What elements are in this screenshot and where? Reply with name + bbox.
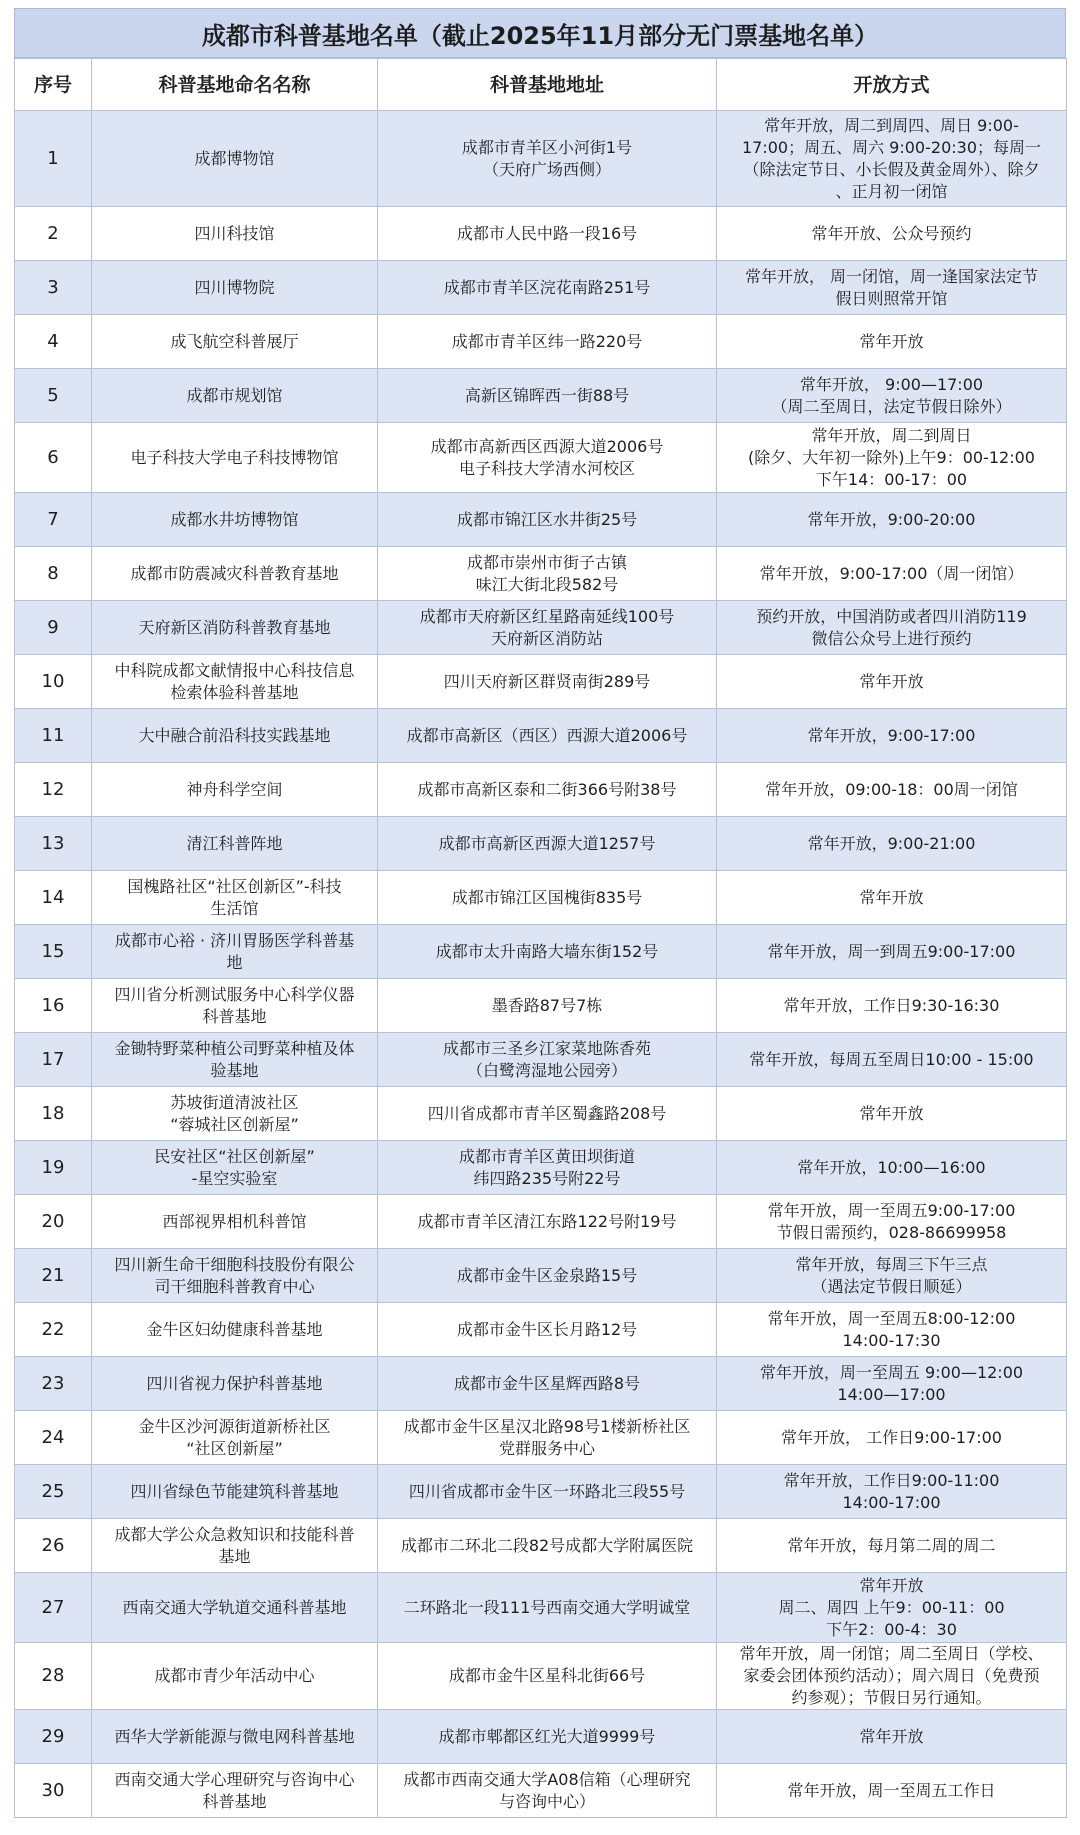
- base-name: 电子科技大学电子科技博物馆: [92, 423, 378, 493]
- base-name: 成都博物馆: [92, 111, 378, 207]
- base-address: 成都市太升南路大墙东街152号: [378, 925, 717, 979]
- table-row: [15, 261, 1067, 315]
- base-address: 成都市青羊区清江东路122号附19号: [378, 1195, 717, 1249]
- base-name: 成都大学公众急救知识和技能科普 基地: [92, 1519, 378, 1573]
- base-name: 金牛区妇幼健康科普基地: [92, 1303, 378, 1357]
- opening-hours: 常年开放，09:00-18：00周一闭馆: [717, 763, 1067, 817]
- base-name: 西华大学新能源与微电网科普基地: [92, 1710, 378, 1764]
- table-row: [15, 1087, 1067, 1141]
- opening-hours: 常年开放，10:00—16:00: [717, 1141, 1067, 1195]
- base-address: 四川省成都市青羊区蜀鑫路208号: [378, 1087, 717, 1141]
- opening-hours: 常年开放， 周一闭馆，周一逢国家法定节 假日则照常开馆: [717, 261, 1067, 315]
- base-name: 苏坡街道清波社区 “蓉城社区创新屋”: [92, 1087, 378, 1141]
- row-number: 2: [15, 207, 92, 261]
- base-name: 四川省分析测试服务中心科学仪器 科普基地: [92, 979, 378, 1033]
- opening-hours: 常年开放，周一闭馆；周二至周日（学校、 家委会团体预约活动）；周六周日（免费预 约参观）；节假日另行通知。: [717, 1643, 1067, 1710]
- row-number: 9: [15, 601, 92, 655]
- page-title: 成都市科普基地名单（截止2025年11月部分无门票基地名单）: [14, 8, 1066, 58]
- opening-hours: 常年开放: [717, 871, 1067, 925]
- table-row: [15, 979, 1067, 1033]
- base-address: 成都市青羊区纬一路220号: [378, 315, 717, 369]
- opening-hours: 常年开放，每周五至周日10:00 - 15:00: [717, 1033, 1067, 1087]
- row-number: 11: [15, 709, 92, 763]
- table-row: [15, 655, 1067, 709]
- row-number: 16: [15, 979, 92, 1033]
- opening-hours: 常年开放: [717, 1710, 1067, 1764]
- opening-hours: 常年开放，周一至周五9:00-17:00 节假日需预约，028-86699958: [717, 1195, 1067, 1249]
- row-number: 25: [15, 1465, 92, 1519]
- base-address: 成都市郫都区红光大道9999号: [378, 1710, 717, 1764]
- row-number: 27: [15, 1573, 92, 1643]
- base-name: 国槐路社区“社区创新区”-科技 生活馆: [92, 871, 378, 925]
- base-address: 成都市高新区西源大道1257号: [378, 817, 717, 871]
- base-name: 金锄特野菜种植公司野菜种植及体 验基地: [92, 1033, 378, 1087]
- row-number: 6: [15, 423, 92, 493]
- row-number: 14: [15, 871, 92, 925]
- row-number: 8: [15, 547, 92, 601]
- opening-hours: 常年开放，9:00-21:00: [717, 817, 1067, 871]
- base-address: 成都市二环北二段82号成都大学附属医院: [378, 1519, 717, 1573]
- opening-hours: 常年开放，工作日9:30-16:30: [717, 979, 1067, 1033]
- base-name: 民安社区“社区创新屋” -星空实验室: [92, 1141, 378, 1195]
- opening-hours: 常年开放，周一至周五工作日: [717, 1764, 1067, 1818]
- opening-hours: 常年开放，每月第二周的周二: [717, 1519, 1067, 1573]
- table-row: [15, 111, 1067, 207]
- base-address: 成都市金牛区金泉路15号: [378, 1249, 717, 1303]
- base-address: 二环路北一段111号西南交通大学明诚堂: [378, 1573, 717, 1643]
- base-address: 成都市青羊区黄田坝街道 纬四路235号附22号: [378, 1141, 717, 1195]
- base-name: 西南交通大学心理研究与咨询中心 科普基地: [92, 1764, 378, 1818]
- row-number: 21: [15, 1249, 92, 1303]
- table-row: [15, 369, 1067, 423]
- row-number: 23: [15, 1357, 92, 1411]
- table-row: [15, 925, 1067, 979]
- table-row: [15, 1519, 1067, 1573]
- base-address: 成都市锦江区国槐街835号: [378, 871, 717, 925]
- base-name: 成都市防震减灾科普教育基地: [92, 547, 378, 601]
- row-number: 10: [15, 655, 92, 709]
- header-number: 序号: [15, 59, 92, 111]
- table-row: [15, 423, 1067, 493]
- row-number: 5: [15, 369, 92, 423]
- table-row: [15, 601, 1067, 655]
- base-address: 成都市锦江区水井街25号: [378, 493, 717, 547]
- row-number: 26: [15, 1519, 92, 1573]
- row-number: 1: [15, 111, 92, 207]
- header-opening: 开放方式: [717, 59, 1067, 111]
- table-row: [15, 709, 1067, 763]
- base-name: 四川省视力保护科普基地: [92, 1357, 378, 1411]
- base-address: 成都市青羊区浣花南路251号: [378, 261, 717, 315]
- base-address: 成都市金牛区长月路12号: [378, 1303, 717, 1357]
- table-row: [15, 207, 1067, 261]
- base-address: 成都市人民中路一段16号: [378, 207, 717, 261]
- base-name: 四川博物院: [92, 261, 378, 315]
- opening-hours: 常年开放， 9:00—17:00 （周二至周日，法定节假日除外）: [717, 369, 1067, 423]
- opening-hours: 常年开放，周二到周日 (除夕、大年初一除外)上午9：00-12:00 下午14：00-17：00: [717, 423, 1067, 493]
- base-address: 墨香路87号7栋: [378, 979, 717, 1033]
- opening-hours: 常年开放，周一至周五 9:00—12:00 14:00—17:00: [717, 1357, 1067, 1411]
- opening-hours: 常年开放: [717, 315, 1067, 369]
- opening-hours: 常年开放，周一到周五9:00-17:00: [717, 925, 1067, 979]
- base-name: 成都水井坊博物馆: [92, 493, 378, 547]
- opening-hours: 常年开放，工作日9:00-11:00 14:00-17:00: [717, 1465, 1067, 1519]
- base-name: 西部视界相机科普馆: [92, 1195, 378, 1249]
- row-number: 17: [15, 1033, 92, 1087]
- opening-hours: 常年开放，周一至周五8:00-12:00 14:00-17:30: [717, 1303, 1067, 1357]
- base-name: 四川科技馆: [92, 207, 378, 261]
- row-number: 18: [15, 1087, 92, 1141]
- opening-hours: 常年开放 周二、周四 上午9：00-11：00 下午2：00-4：30: [717, 1573, 1067, 1643]
- row-number: 20: [15, 1195, 92, 1249]
- row-number: 7: [15, 493, 92, 547]
- table-row: [15, 1357, 1067, 1411]
- base-address: 成都市天府新区红星路南延线100号 天府新区消防站: [378, 601, 717, 655]
- base-name: 成都市心裕 · 济川胃肠医学科普基 地: [92, 925, 378, 979]
- base-name: 成都市青少年活动中心: [92, 1643, 378, 1710]
- opening-hours: 常年开放，每周三下午三点 （遇法定节假日顺延）: [717, 1249, 1067, 1303]
- table-row: [15, 493, 1067, 547]
- header-address: 科普基地地址: [378, 59, 717, 111]
- base-address: 高新区锦晖西一街88号: [378, 369, 717, 423]
- header-name: 科普基地命名名称: [92, 59, 378, 111]
- table-row: [15, 1033, 1067, 1087]
- table-row: [15, 1411, 1067, 1465]
- table-row: [15, 1303, 1067, 1357]
- base-name: 成都市规划馆: [92, 369, 378, 423]
- base-name: 清江科普阵地: [92, 817, 378, 871]
- row-number: 19: [15, 1141, 92, 1195]
- opening-hours: 常年开放: [717, 1087, 1067, 1141]
- base-address: 成都市高新区泰和二街366号附38号: [378, 763, 717, 817]
- opening-hours: 预约开放，中国消防或者四川消防119 微信公众号上进行预约: [717, 601, 1067, 655]
- base-address: 成都市高新西区西源大道2006号 电子科技大学清水河校区: [378, 423, 717, 493]
- table-row: [15, 1764, 1067, 1818]
- base-address: 成都市三圣乡江家菜地陈香苑 （白鹭湾湿地公园旁）: [378, 1033, 717, 1087]
- base-name: 神舟科学空间: [92, 763, 378, 817]
- row-number: 22: [15, 1303, 92, 1357]
- opening-hours: 常年开放，9:00-17:00（周一闭馆）: [717, 547, 1067, 601]
- opening-hours: 常年开放，周二到周四、周日 9:00- 17:00；周五、周六 9:00-20:30；每周一 （除法定节日、小长假及黄金周外）、除夕 、正月初一闭馆: [717, 111, 1067, 207]
- opening-hours: 常年开放， 工作日9:00-17:00: [717, 1411, 1067, 1465]
- opening-hours: 常年开放、公众号预约: [717, 207, 1067, 261]
- table-row: [15, 1573, 1067, 1643]
- row-number: 13: [15, 817, 92, 871]
- base-address: 成都市崇州市街子古镇 味江大街北段582号: [378, 547, 717, 601]
- table-row: [15, 1195, 1067, 1249]
- table-row: [15, 1141, 1067, 1195]
- row-number: 15: [15, 925, 92, 979]
- science-base-list: [14, 8, 1066, 1818]
- base-name: 四川新生命干细胞科技股份有限公 司干细胞科普教育中心: [92, 1249, 378, 1303]
- table-row: [15, 315, 1067, 369]
- table-row: [15, 547, 1067, 601]
- table-row: [15, 1465, 1067, 1519]
- base-name: 天府新区消防科普教育基地: [92, 601, 378, 655]
- base-address: 成都市金牛区星科北街66号: [378, 1643, 717, 1710]
- table-header-row: [15, 59, 1067, 111]
- base-address: 四川省成都市金牛区一环路北三段55号: [378, 1465, 717, 1519]
- row-number: 12: [15, 763, 92, 817]
- row-number: 4: [15, 315, 92, 369]
- table-row: [15, 871, 1067, 925]
- row-number: 28: [15, 1643, 92, 1710]
- table-row: [15, 1710, 1067, 1764]
- opening-hours: 常年开放: [717, 655, 1067, 709]
- table-row: [15, 1643, 1067, 1710]
- table-row: [15, 817, 1067, 871]
- row-number: 24: [15, 1411, 92, 1465]
- table-row: [15, 763, 1067, 817]
- base-address: 成都市金牛区星辉西路8号: [378, 1357, 717, 1411]
- table-row: [15, 1249, 1067, 1303]
- row-number: 29: [15, 1710, 92, 1764]
- opening-hours: 常年开放，9:00-17:00: [717, 709, 1067, 763]
- base-name: 四川省绿色节能建筑科普基地: [92, 1465, 378, 1519]
- base-name: 大中融合前沿科技实践基地: [92, 709, 378, 763]
- opening-hours: 常年开放，9:00-20:00: [717, 493, 1067, 547]
- base-address: 四川天府新区群贤南街289号: [378, 655, 717, 709]
- base-name: 西南交通大学轨道交通科普基地: [92, 1573, 378, 1643]
- base-name: 中科院成都文献情报中心科技信息 检索体验科普基地: [92, 655, 378, 709]
- base-address: 成都市金牛区星汉北路98号1楼新桥社区 党群服务中心: [378, 1411, 717, 1465]
- base-address: 成都市青羊区小河街1号 （天府广场西侧）: [378, 111, 717, 207]
- table-body: [15, 111, 1067, 1818]
- base-table: [14, 58, 1067, 1818]
- base-address: 成都市西南交通大学A08信箱（心理研究 与咨询中心）: [378, 1764, 717, 1818]
- base-address: 成都市高新区（西区）西源大道2006号: [378, 709, 717, 763]
- row-number: 30: [15, 1764, 92, 1818]
- row-number: 3: [15, 261, 92, 315]
- base-name: 金牛区沙河源街道新桥社区 “社区创新屋”: [92, 1411, 378, 1465]
- base-name: 成飞航空科普展厅: [92, 315, 378, 369]
